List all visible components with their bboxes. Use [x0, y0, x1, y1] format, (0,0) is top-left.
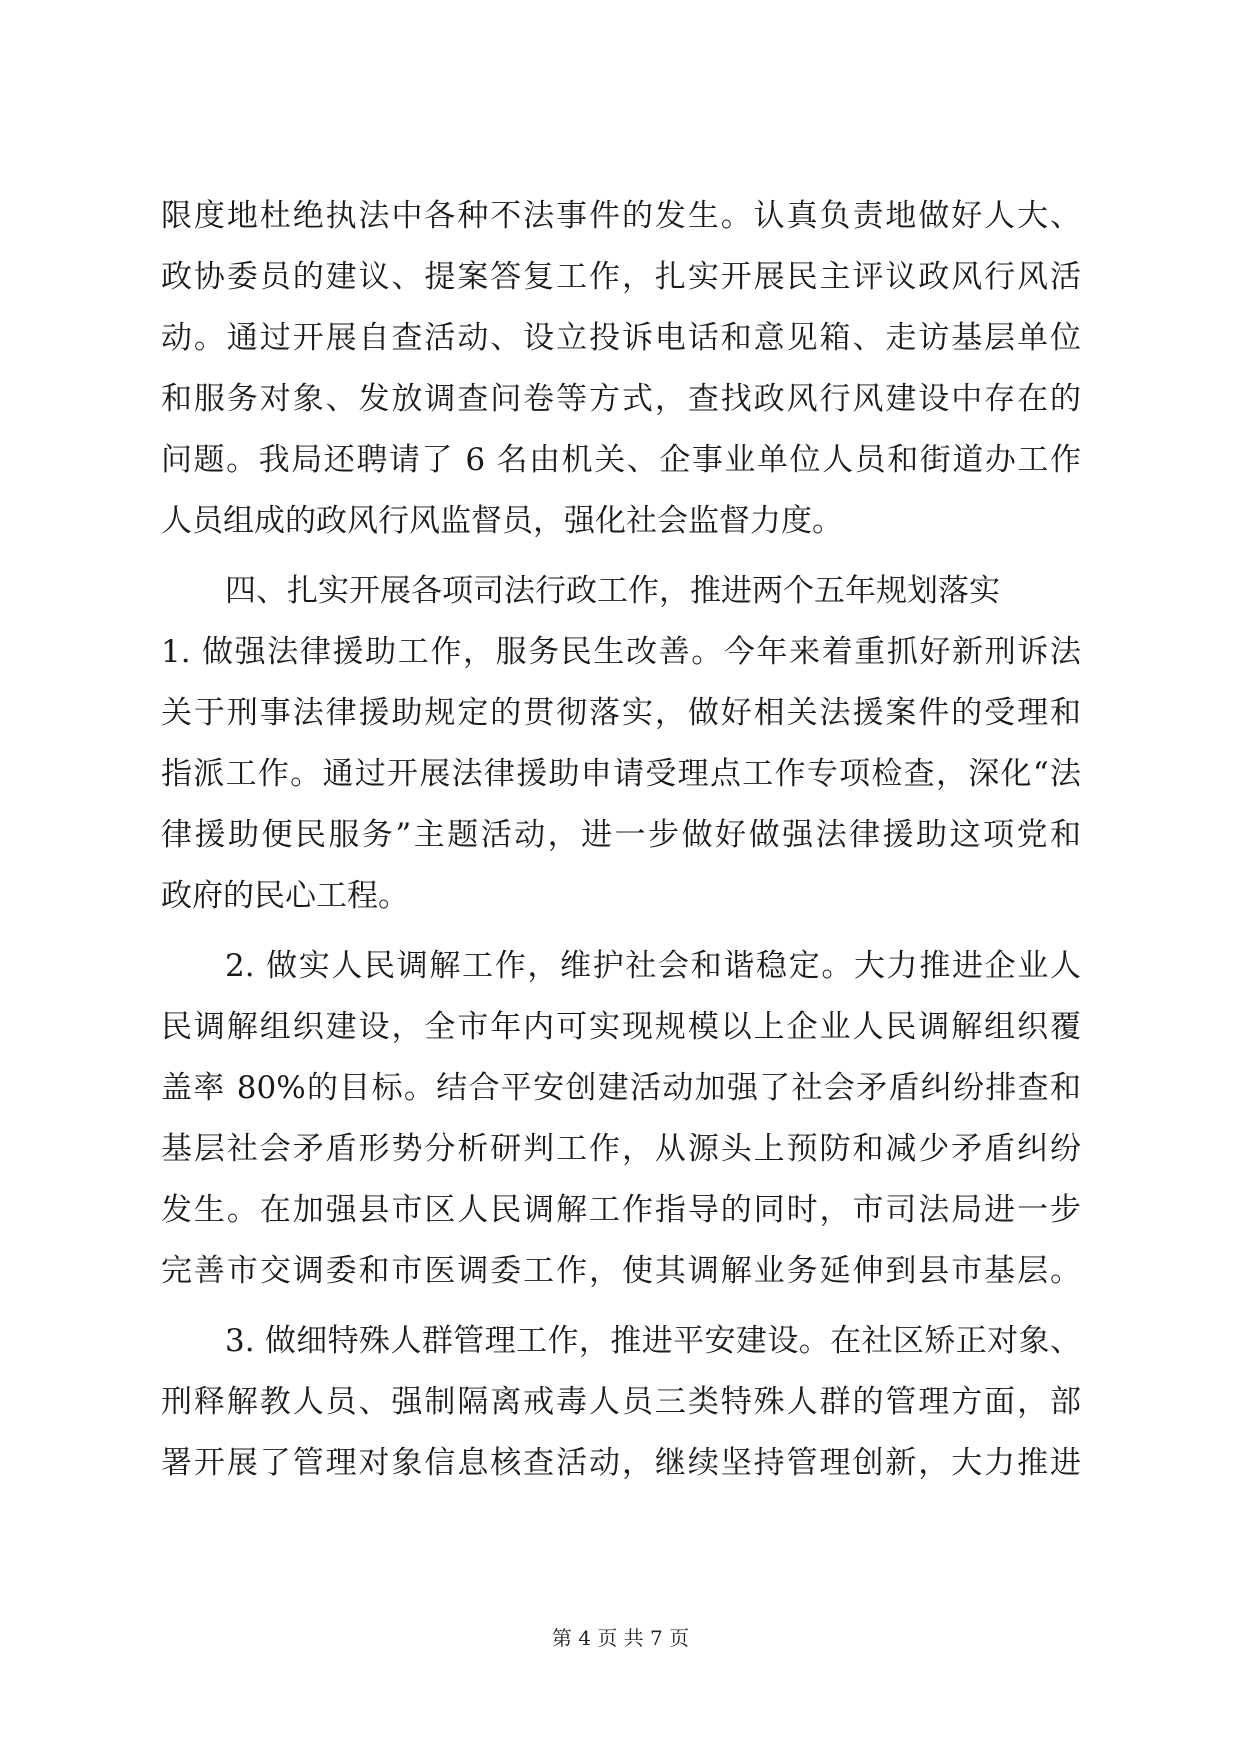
- page-number: 第 4 页 共 7 页: [551, 1626, 690, 1650]
- text-line: 指派工作。通过开展法律援助申请受理点工作专项检查，深化“法: [161, 756, 1081, 792]
- text-line: 2. 做实人民调解工作，维护社会和谐稳定。大力推进企业人: [225, 948, 1081, 984]
- text-line: 署开展了管理对象信息核查活动，继续坚持管理创新，大力推进: [161, 1445, 1081, 1481]
- text-line: 刑释解教人员、强制隔离戒毒人员三类特殊人群的管理方面，部: [161, 1384, 1081, 1420]
- section-heading: [161, 561, 1081, 622]
- text-line: 民调解组织建设，全市年内可实现规模以上企业人民调解组织覆: [161, 1009, 1081, 1045]
- text-line: 和服务对象、发放调查问卷等方式，查找政风行风建设中存在的: [161, 381, 1081, 417]
- paragraph-item-1: [161, 622, 1081, 927]
- text-line: 问题。我局还聘请了 6 名由机关、企事业单位人员和街道办工作: [161, 442, 1081, 478]
- body-text: [161, 186, 1081, 1494]
- text-line: 人员组成的政风行风监督员，强化社会监督力度。: [161, 503, 843, 539]
- text-line: 1. 做强法律援助工作，服务民生改善。今年来着重抓好新刑诉法: [161, 634, 1081, 670]
- page-footer: [0, 1622, 1241, 1651]
- text-line: 律援助便民服务”主题活动，进一步做好做强法律援助这项党和: [161, 817, 1081, 853]
- text-line: 动。通过开展自查活动、设立投诉电话和意见箱、走访基层单位: [161, 320, 1081, 356]
- text-line: 发生。在加强县市区人民调解工作指导的同时，市司法局进一步: [161, 1192, 1081, 1228]
- text-line: 政协委员的建议、提案答复工作，扎实开展民主评议政风行风活: [161, 259, 1081, 295]
- text-line: 完善市交调委和市医调委工作，使其调解业务延伸到县市基层。: [161, 1253, 1081, 1289]
- paragraph-item-3: [161, 1311, 1081, 1494]
- paragraph-item-2: [161, 936, 1081, 1302]
- text-line: 盖率 80%的目标。结合平安创建活动加强了社会矛盾纠纷排查和: [161, 1070, 1081, 1106]
- text-line: 限度地杜绝执法中各种不法事件的发生。认真负责地做好人大、: [161, 198, 1081, 234]
- text-line: 政府的民心工程。: [161, 878, 409, 914]
- text-line: 基层社会矛盾形势分析研判工作，从源头上预防和减少矛盾纠纷: [161, 1131, 1081, 1167]
- paragraph-1: [161, 186, 1081, 552]
- text-line: 3. 做细特殊人群管理工作，推进平安建设。在社区矫正对象、: [225, 1323, 1081, 1359]
- text-line: 关于刑事法律援助规定的贯彻落实，做好相关法援案件的受理和: [161, 695, 1081, 731]
- section-heading-text: 四、扎实开展各项司法行政工作，推进两个五年规划落实: [225, 573, 1000, 609]
